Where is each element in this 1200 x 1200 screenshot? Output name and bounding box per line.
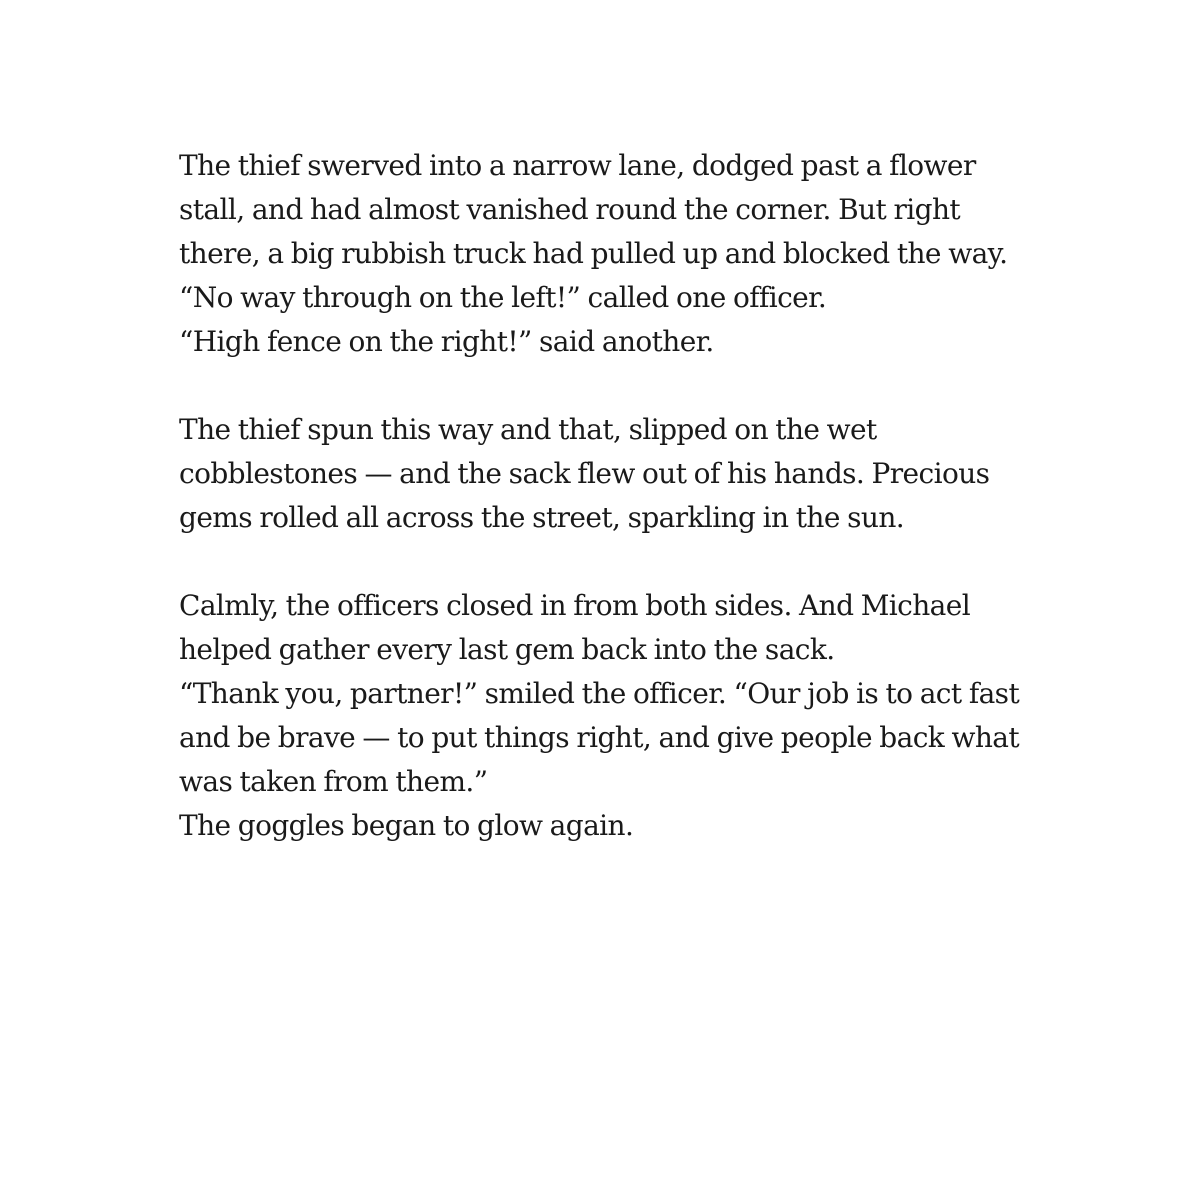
text-line: cobblestones — and the sack flew out of his hands. Precious [179,457,990,490]
text-line: helped gather every last gem back into the sack. [179,633,835,666]
text-line: Calmly, the officers closed in from both sides. And Michael [179,589,971,622]
text-line: and be brave — to put things right, and give people back what [179,721,1020,754]
text-line: The thief spun this way and that, slipped on the wet [179,413,877,446]
text-line: The thief swerved into a narrow lane, dodged past a flower [179,149,976,182]
text-line: “High fence on the right!” said another. [179,325,714,358]
paragraph-2 [179,408,1119,540]
text-line: stall, and had almost vanished round the corner. But right [179,193,961,226]
text-line: “No way through on the left!” called one officer. [179,281,827,314]
text-line: “Thank you, partner!” smiled the officer. “Our job is to act fast [179,677,1020,710]
story-text [179,144,1119,892]
text-line: was taken from them.” [179,765,488,798]
text-line: The goggles began to glow again. [179,809,634,842]
paragraph-1 [179,144,1119,364]
text-line: gems rolled all across the street, sparkling in the sun. [179,501,905,534]
paragraph-3 [179,584,1119,848]
text-line: there, a big rubbish truck had pulled up and blocked the way. [179,237,1008,270]
